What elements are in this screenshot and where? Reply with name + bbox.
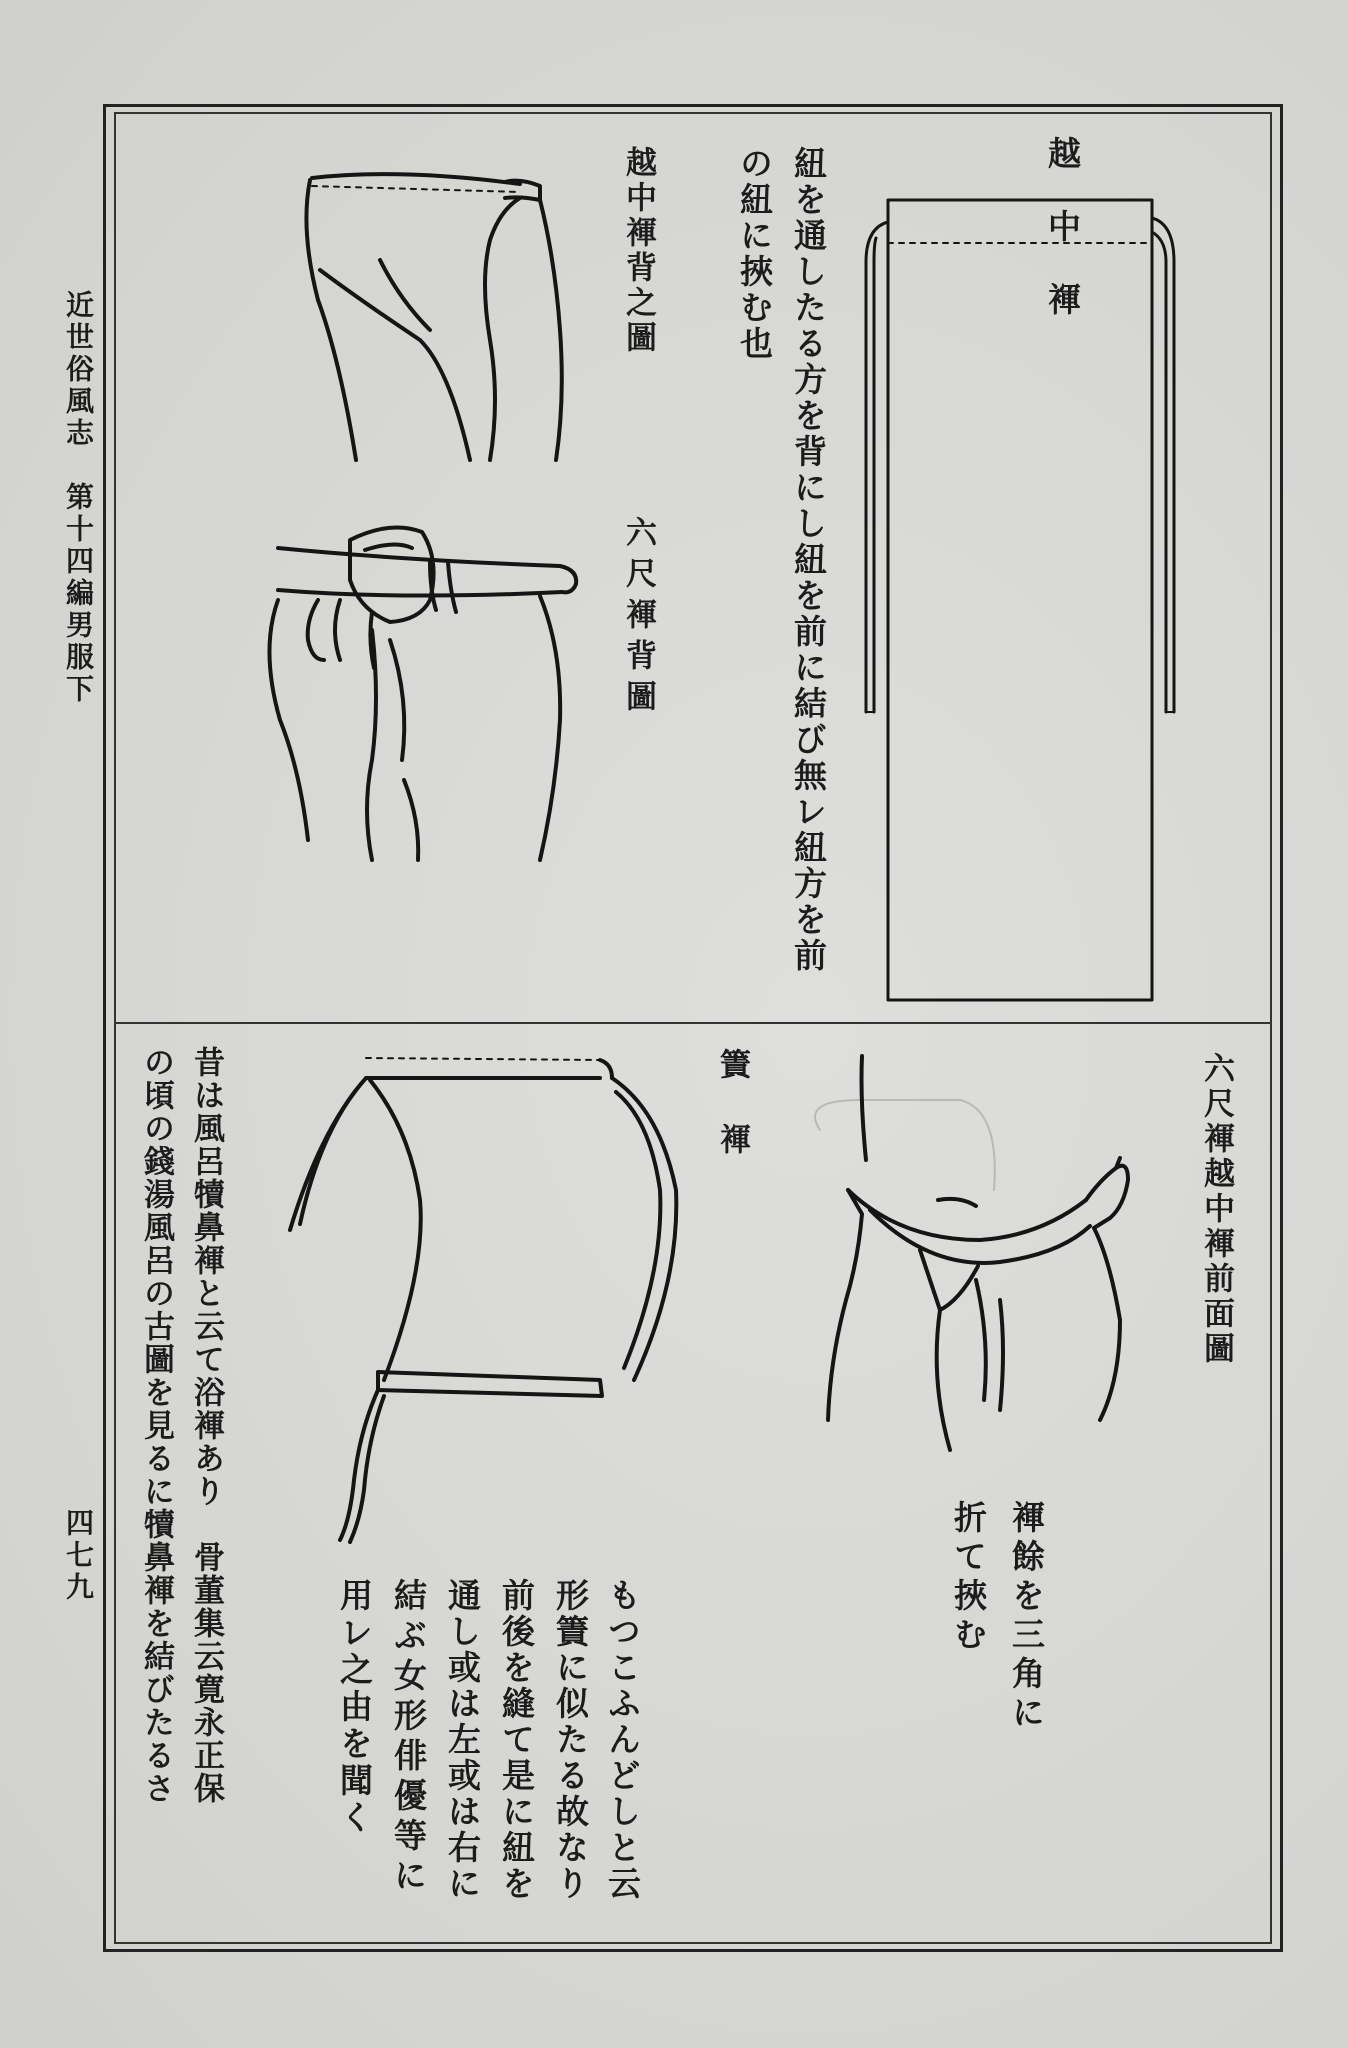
bottom-text-col1: 昔は風呂犢鼻褌と云て浴褌あり 骨董集云寛永正保 (188, 1046, 224, 1805)
rokushaku-front-drawing (815, 1056, 1128, 1450)
mokko-note-col1: もつこふんどしと云 (603, 1578, 642, 1902)
mokko-title: 簀褌 (714, 1048, 750, 1198)
mokko-note-col2: 形簀に似たる故なり (551, 1578, 590, 1902)
mokko-note-col5: 結ぶ女形俳優等に (389, 1578, 428, 1898)
page-number: 四七九 (62, 1508, 95, 1604)
mokko-fundoshi-drawing (290, 1058, 676, 1542)
rokushaku-back-drawing (269, 528, 576, 861)
rokushaku-front-note-col2: 折て挾む (949, 1500, 988, 1656)
etchu-title: 越中褌 (1043, 136, 1082, 355)
running-head: 近世俗風志 第十四編男服下 (62, 290, 95, 706)
etchu-back-caption: 越中褌背之圖 (620, 146, 656, 356)
etchu-note-col2: の紐に挾む也 (735, 146, 774, 362)
bottom-text-col2: の頃の錢湯風呂の古圖を見るに犢鼻褌を結びたるさ (138, 1046, 174, 1805)
rokushaku-front-caption: 六尺褌越中褌前面圖 (1198, 1052, 1234, 1367)
etchu-note-col1: 紐を通したる方を背にし紐を前に結び無レ紐方を前 (789, 146, 828, 974)
etchu-fundoshi-drawing (866, 200, 1174, 1000)
mokko-note-col4: 通し或は左或は右に (443, 1578, 482, 1902)
rokushaku-back-caption: 六尺褌背圖 (620, 516, 656, 721)
mokko-note-col3: 前後を縫て是に紐を (497, 1578, 536, 1902)
etchu-back-drawing (306, 174, 561, 460)
rokushaku-front-note-col1: 褌餘を三角に (1007, 1500, 1046, 1734)
mokko-note-col6: 用レ之由を聞く (335, 1578, 374, 1837)
